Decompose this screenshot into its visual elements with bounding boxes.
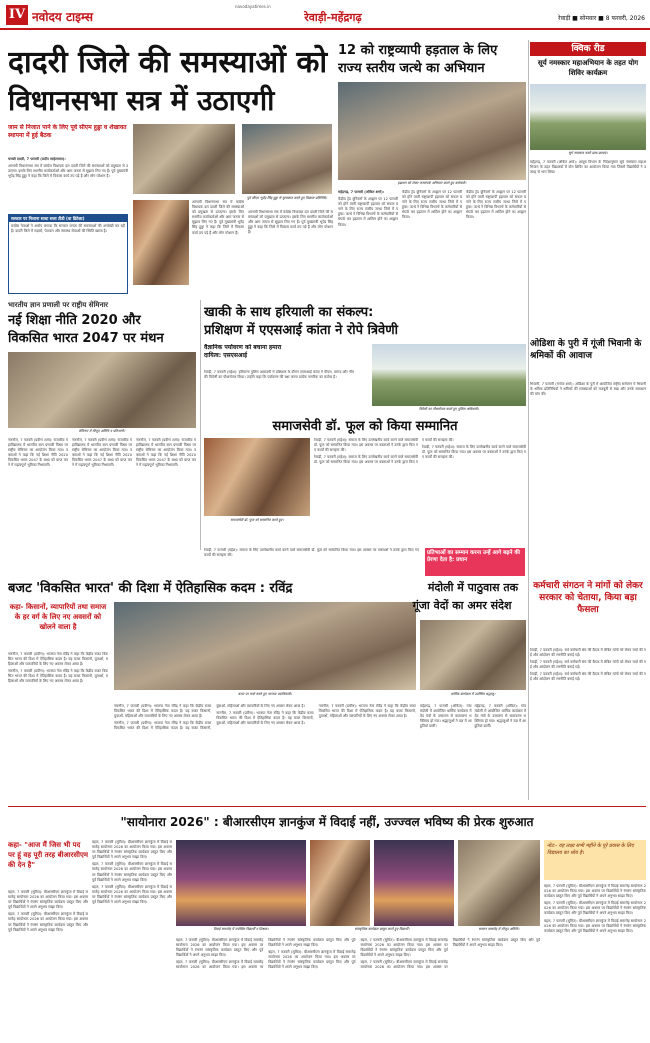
seminar-photo-caption: सेमिनार में मौजूद अतिथि व प्रतिभागी। xyxy=(78,429,126,433)
farewell-caption-2: सांस्कृतिक कार्यक्रम प्रस्तुत करते हुए विद्यार्थी। xyxy=(354,927,410,931)
temple-headline-line1: मंदोली में पाठुवास तक xyxy=(427,581,519,594)
green-headline-line1: खाकी के साथ हरियाली का संकल्प: xyxy=(204,305,374,320)
farewell-photo-1 xyxy=(176,840,306,926)
lead-box-title: सरकार पर निशाना साधा सत्ता टीडी (वा डिटेक्ट) xyxy=(9,215,127,222)
green-headline-line2: प्रशिक्षण में एएसआई कांता ने रोपे त्रिवेणी xyxy=(204,323,399,338)
temple-photo xyxy=(420,620,526,690)
farewell-quote: नोट:- यह लक्ष्य सभी महीने के पूरे प्रयास के लिए विद्यालय का ध्येय है। xyxy=(544,840,646,880)
honor-body: रेवाड़ी, 7 फरवरी (महेश): समाज के लिए उल्लेखनीय कार्य करने वाले समाजसेवी डॉ. फूल को सम्मानित किया गया। इस अवसर पर वक्ताओं ने उनके द्वारा किए गए कार्यों की सराहना की। रेवाड़ी, 7 फरवरी (महेश): समाज के लिए उल्लेखनीय कार्य करने वाले समाजसेवी डॉ. फूल को सम्मानित किया गया। इस अवसर पर वक्ताओं ने उनके द्वारा किए गए कार्यों की सराहना की। रेवाड़ी, 7 फरवरी (महेश): समाज के लिए उल्लेखनीय कार्य करने वाले समाजसेवी डॉ. फूल को सम्मानित किया गया। इस अवसर पर वक्ताओं ने उनके द्वारा किए गए कार्यों की सराहना की। xyxy=(314,438,526,465)
seminar-headline-line1: नई शिक्षा नीति 2020 और xyxy=(8,313,141,328)
farewell-photo-2 xyxy=(310,840,370,926)
honor-photo xyxy=(204,438,310,516)
seminar-headline-line2: विकसित भारत 2047 पर मंथन xyxy=(8,331,164,346)
workers-body: रेवाड़ी, 7 फरवरी (महेश): सर्व कर्मचारी संघ की बैठक में लंबित मांगों को लेकर चर्चा की गई और आंदोलन की रणनीति बनाई गई। रेवाड़ी, 7 फरवरी (महेश): सर्व कर्मचारी संघ की बैठक में लंबित मांगों को लेकर चर्चा की गई और आंदोलन की रणनीति बनाई गई। रेवाड़ी, 7 फरवरी (महेश): सर्व कर्मचारी संघ की बैठक में लंबित मांगों को लेकर चर्चा की गई और आंदोलन की रणनीति बनाई गई। xyxy=(530,648,646,682)
farewell-caption-3: सम्मान समारोह में मौजूद अतिथि। xyxy=(478,927,520,931)
strike-headline-line1: 12 को राष्ट्रव्यापी हड़ताल के लिए xyxy=(338,43,498,58)
edition-name: रेवाड़ी-महेंद्रगढ़ xyxy=(304,11,362,24)
paper-name: नवोदय टाइम्स xyxy=(32,10,94,24)
honor-body-bottom: रेवाड़ी, 7 फरवरी (महेश): समाज के लिए उल्लेखनीय कार्य करने वाले समाजसेवी डॉ. फूल को सम्मानित किया गया। इस अवसर पर वक्ताओं ने उनके द्वारा किए गए कार्यों की सराहना की। xyxy=(204,548,419,558)
green-photo-caption: त्रिवेणी का पौधारोपण करते हुए पुलिस अधिकारी। xyxy=(419,407,479,411)
strike-photo-caption: हड़ताल को लेकर जनसंपर्क अभियान करते हुए कर्मचारी। xyxy=(397,181,467,185)
strike-photo xyxy=(338,82,526,180)
lead-photo-caption: पूर्व सीएम भूपेंद्र सिंह हुड्डा से मुलाकात करते हुए विकास प्रतिनिधि। xyxy=(246,196,328,200)
budget-headline: बजट 'विकसित भारत' की दिशा में ऐतिहासिक कदम : रविंद्र xyxy=(8,581,293,596)
lead-box xyxy=(8,214,128,294)
quick-read-photo-caption: सूर्य नमस्कार करते छात्र-छात्राएं। xyxy=(568,151,608,155)
strike-body: महेंद्रगढ़, 7 फरवरी (अंकित शर्मा): केंद्रीय ट्रेड यूनियनों के आह्वान पर 12 फरवरी को होने वाली राष्ट्रव्यापी हड़ताल को सफल बनाने के लिए राज्य स्तरीय जत्था जिले में पहुंचा। जत्थे ने विभिन्न विभागों के कर्मचारियों से संपर्क कर हड़ताल में शामिल होने का आह्वान किया। केंद्रीय ट्रेड यूनियनों के आह्वान पर 12 फरवरी को होने वाली राष्ट्रव्यापी हड़ताल को सफल बनाने के लिए राज्य स्तरीय जत्था जिले में पहुंचा। जत्थे ने विभिन्न विभागों के कर्मचारियों से संपर्क कर हड़ताल में शामिल होने का आह्वान किया। केंद्रीय ट्रेड यूनियनों के आह्वान पर 12 फरवरी को होने वाली राष्ट्रव्यापी हड़ताल को सफल बनाने के लिए राज्य स्तरीय जत्था जिले में पहुंचा। जत्थे ने विभिन्न विभागों के कर्मचारियों से संपर्क कर हड़ताल में शामिल होने का आह्वान किया। xyxy=(338,190,526,227)
lead-headline-line2: विधानसभा सत्र में उठाएगी xyxy=(8,84,275,117)
odisha-headline: ओडिशा के पुरी में गूंजी भिवानी के श्रमिकों की आवाज xyxy=(530,339,642,361)
budget-subhead: कहा- किसानों, व्यापारियों तथा समाज के हर वर्ग के लिए नए अवसरों को खोलने वाला है xyxy=(9,603,107,631)
lead-box-body: कांग्रेस नेताओं ने आरोप लगाया कि सरकार जनता की समस्याओं की अनदेखी कर रही है। दादरी जिले में सड़कों, पेयजल और स्वास्थ्य सेवाओं की स्थिति खराब है। xyxy=(11,224,125,234)
farewell-body-cols: बहल, 7 फरवरी (सुमित): बीआरसीएम ज्ञानकुंज में विदाई समारोह सायोनारा 2026 का आयोजन किया गया। इस अवसर पर विद्यार्थियों ने रंगारंग सांस्कृतिक कार्यक्रम प्रस्तुत किए और पूर्व विद्यार्थियों ने अपने अनुभव साझा किए। बहल, 7 फरवरी (सुमित): बीआरसीएम ज्ञानकुंज में विदाई समारोह सायोनारा 2026 का आयोजन किया गया। इस अवसर पर विद्यार्थियों ने रंगारंग सांस्कृतिक कार्यक्रम प्रस्तुत किए और पूर्व विद्यार्थियों ने अपने अनुभव साझा किए। बहल, 7 फरवरी (सुमित): बीआरसीएम ज्ञानकुंज में विदाई समारोह सायोनारा 2026 का आयोजन किया गया। इस अवसर पर विद्यार्थियों ने रंगारंग सांस्कृतिक कार्यक्रम प्रस्तुत किए और पूर्व विद्यार्थियों ने अपने अनुभव साझा किए। बहल, 7 फरवरी (सुमित): बीआरसीएम ज्ञानकुंज में विदाई समारोह सायोनारा 2026 का आयोजन किया गया। इस अवसर पर विद्यार्थियों ने रंगारंग सांस्कृतिक कार्यक्रम प्रस्तुत किए और पूर्व विद्यार्थियों ने अपने अनुभव साझा किए। बहल, 7 फरवरी (सुमित): बीआरसीएम ज्ञानकुंज में विदाई समारोह सायोनारा 2026 का आयोजन किया गया। इस अवसर पर विद्यार्थियों ने रंगारंग सांस्कृतिक कार्यक्रम प्रस्तुत किए और पूर्व विद्यार्थियों ने अपने अनुभव साझा किए। xyxy=(176,938,540,970)
lead-body-col3: आगामी विधानसभा सत्र में कांग्रेस विधायक दल दादरी जिले की समस्याओं को प्रमुखता से उठाएगा। इसके लिए स्थानीय कार्यकर्ताओं और आम जनता से सुझाव लिए गए हैं। पूर्व मुख्यमंत्री भूपेंद्र सिंह हुड्डा ने कहा कि जिले में विकास कार्य ठप पड़े हैं और लोग परेशान हैं। xyxy=(248,210,333,235)
farewell-top-rule xyxy=(8,806,646,807)
farewell-body-right: बहल, 7 फरवरी (सुमित): बीआरसीएम ज्ञानकुंज में विदाई समारोह सायोनारा 2026 का आयोजन किया गया। इस अवसर पर विद्यार्थियों ने रंगारंग सांस्कृतिक कार्यक्रम प्रस्तुत किए और पूर्व विद्यार्थियों ने अपने अनुभव साझा किए। बहल, 7 फरवरी (सुमित): बीआरसीएम ज्ञानकुंज में विदाई समारोह सायोनारा 2026 का आयोजन किया गया। इस अवसर पर विद्यार्थियों ने रंगारंग सांस्कृतिक कार्यक्रम प्रस्तुत किए और पूर्व विद्यार्थियों ने अपने अनुभव साझा किए। बहल, 7 फरवरी (सुमित): बीआरसीएम ज्ञानकुंज में विदाई समारोह सायोनारा 2026 का आयोजन किया गया। इस अवसर पर विद्यार्थियों ने रंगारंग सांस्कृतिक कार्यक्रम प्रस्तुत किए और पूर्व विद्यार्थियों ने अपने अनुभव साझा किए। xyxy=(544,884,646,933)
seminar-photo xyxy=(8,352,196,428)
farewell-photo-3 xyxy=(374,840,454,926)
dateline: रेवाड़ी ■ सोमवार ■ 8 फरवरी, 2026 xyxy=(558,15,645,22)
strike-headline-line2: राज्य स्तरीय जत्थे का अभियान xyxy=(338,61,485,76)
farewell-photo-4 xyxy=(458,840,540,926)
odisha-body: भिवानी, 7 फरवरी (मनोज शर्मा): ओडिशा के पुरी में आयोजित राष्ट्रीय सम्मेलन में भिवानी के श्रमिक प्रतिनिधियों ने श्रमिकों की समस्याओं को मजबूती से रखा और उनके समाधान की मांग की। xyxy=(530,382,646,397)
quick-read-body: महेंद्रगढ़, 7 फरवरी (अंकित शर्मा): आयुष विभाग के निर्देशानुसार सूर्य नमस्कार महाअभियान के तहत विद्यालयों में योग शिविर का आयोजन किया गया जिसमें विद्यार्थियों ने उत्साह से भाग लिया। xyxy=(530,160,646,175)
lead-subhead: जाम से निजात पाने के लिए पूर्व सीएम हुड्डा व शेखावत स्थापना में हुई बैठक xyxy=(8,124,127,139)
temple-headline-line2: गूंजा वेदों का अमर संदेश xyxy=(412,599,512,612)
budget-photo xyxy=(114,602,416,690)
temple-body: महेंद्रगढ़, 7 फरवरी (अंकित): गांव मंदोली में आयोजित धार्मिक कार्यक्रम में वेद मंत्रों के उच्चारण से वातावरण भक्तिमय हो गया। श्रद्धालुओं ने यज्ञ में आहुतियां डालीं। महेंद्रगढ़, 7 फरवरी (अंकित): गांव मंदोली में आयोजित धार्मिक कार्यक्रम में वेद मंत्रों के उच्चारण से वातावरण भक्तिमय हो गया। श्रद्धालुओं ने यज्ञ में आहुतियां डालीं। xyxy=(420,704,526,729)
lead-photo-1 xyxy=(133,124,235,194)
budget-photo-caption: बजट पर चर्चा करते हुए भाजपा पदाधिकारी। xyxy=(238,692,292,696)
farewell-caption-1: विदाई समारोह में उपस्थित विद्यार्थी व शिक्षक। xyxy=(213,927,269,931)
masthead xyxy=(0,0,650,30)
farewell-headline: "सायोनारा 2026" : बीआरसीएम ज्ञानकुंज में विदाई नहीं, उज्ज्वल भविष्य की प्रेरक शुरुआत xyxy=(120,815,534,829)
farewell-body-left: बहल, 7 फरवरी (सुमित): बीआरसीएम ज्ञानकुंज में विदाई समारोह सायोनारा 2026 का आयोजन किया गया। इस अवसर पर विद्यार्थियों ने रंगारंग सांस्कृतिक कार्यक्रम प्रस्तुत किए और पूर्व विद्यार्थियों ने अपने अनुभव साझा किए। बहल, 7 फरवरी (सुमित): बीआरसीएम ज्ञानकुंज में विदाई समारोह सायोनारा 2026 का आयोजन किया गया। इस अवसर पर विद्यार्थियों ने रंगारंग सांस्कृतिक कार्यक्रम प्रस्तुत किए और पूर्व विद्यार्थियों ने अपने अनुभव साझा किए। xyxy=(8,890,88,932)
lead-photo-3 xyxy=(242,124,332,194)
lead-body: चरखी दादरी, 7 फरवरी (प्रदीप साहेलावत): आगामी विधानसभा सत्र में कांग्रेस विधायक दल दादरी जिले की समस्याओं को प्रमुखता से उठाएगा। इसके लिए स्थानीय कार्यकर्ताओं और आम जनता से सुझाव लिए गए हैं। पूर्व मुख्यमंत्री भूपेंद्र सिंह हुड्डा ने कहा कि जिले में विकास कार्य ठप पड़े हैं और लोग परेशान हैं। xyxy=(8,157,128,179)
temple-photo-caption: धार्मिक कार्यक्रम में उपस्थित श्रद्धालु। xyxy=(450,692,496,696)
honor-headline: समाजसेवी डॉ. फूल को किया सम्मानित xyxy=(272,419,458,434)
quick-read-tag: क्विक रीड xyxy=(530,42,646,56)
farewell-body-col2: बहल, 7 फरवरी (सुमित): बीआरसीएम ज्ञानकुंज में विदाई समारोह सायोनारा 2026 का आयोजन किया गया। इस अवसर पर विद्यार्थियों ने रंगारंग सांस्कृतिक कार्यक्रम प्रस्तुत किए और पूर्व विद्यार्थियों ने अपने अनुभव साझा किए। बहल, 7 फरवरी (सुमित): बीआरसीएम ज्ञानकुंज में विदाई समारोह सायोनारा 2026 का आयोजन किया गया। इस अवसर पर विद्यार्थियों ने रंगारंग सांस्कृतिक कार्यक्रम प्रस्तुत किए और पूर्व विद्यार्थियों ने अपने अनुभव साझा किए। बहल, 7 फरवरी (सुमित): बीआरसीएम ज्ञानकुंज में विदाई समारोह सायोनारा 2026 का आयोजन किया गया। इस अवसर पर विद्यार्थियों ने रंगारंग सांस्कृतिक कार्यक्रम प्रस्तुत किए और पूर्व विद्यार्थियों ने अपने अनुभव साझा किए। xyxy=(92,840,172,905)
honor-photo-caption: समाजसेवी डॉ. फूल को सम्मानित करते हुए। xyxy=(230,518,284,522)
farewell-subhead: कहा- "आज मैं जिस भी पद पर हूं वह पूरी तरह बीआरसीएम की देन है" xyxy=(8,841,88,869)
website: navodayatimes.in xyxy=(235,4,271,9)
quick-read-headline: सूर्य नमस्कार महाअभियान के तहत योग शिविर कार्यक्रम xyxy=(537,59,639,77)
column-rule xyxy=(528,40,529,800)
workers-headline: कर्मचारी संगठन ने मांगों को लेकर सरकार को चेताया, किया बड़ा फैसला xyxy=(533,581,643,615)
budget-body-cols: नारनौल, 7 फरवरी (प्रवीण): भाजपा नेता रविंद्र ने कहा कि केंद्रीय बजट विकसित भारत की दिशा में ऐतिहासिक कदम है। यह बजट किसानों, युवाओं, महिलाओं और व्यापारियों के लिए नए अवसर लेकर आया है। नारनौल, 7 फरवरी (प्रवीण): भाजपा नेता रविंद्र ने कहा कि केंद्रीय बजट विकसित भारत की दिशा में ऐतिहासिक कदम है। यह बजट किसानों, युवाओं, महिलाओं और व्यापारियों के लिए नए अवसर लेकर आया है। नारनौल, 7 फरवरी (प्रवीण): भाजपा नेता रविंद्र ने कहा कि केंद्रीय बजट विकसित भारत की दिशा में ऐतिहासिक कदम है। यह बजट किसानों, युवाओं, महिलाओं और व्यापारियों के लिए नए अवसर लेकर आया है। नारनौल, 7 फरवरी (प्रवीण): भाजपा नेता रविंद्र ने कहा कि केंद्रीय बजट विकसित भारत की दिशा में ऐतिहासिक कदम है। यह बजट किसानों, युवाओं, महिलाओं और व्यापारियों के लिए नए अवसर लेकर आया है। xyxy=(114,704,416,731)
seminar-kicker: भारतीय ज्ञान प्रणाली पर राष्ट्रीय सेमिनार xyxy=(8,301,109,309)
budget-body: नारनौल, 7 फरवरी (प्रवीण): भाजपा नेता रविंद्र ने कहा कि केंद्रीय बजट विकसित भारत की दिशा में ऐतिहासिक कदम है। यह बजट किसानों, युवाओं, महिलाओं और व्यापारियों के लिए नए अवसर लेकर आया है। नारनौल, 7 फरवरी (प्रवीण): भाजपा नेता रविंद्र ने कहा कि केंद्रीय बजट विकसित भारत की दिशा में ऐतिहासिक कदम है। यह बजट किसानों, युवाओं, महिलाओं और व्यापारियों के लिए नए अवसर लेकर आया है। xyxy=(8,652,108,684)
green-photo xyxy=(372,344,526,406)
page-number: IV xyxy=(6,5,28,25)
lead-body-col2: आगामी विधानसभा सत्र में कांग्रेस विधायक दल दादरी जिले की समस्याओं को प्रमुखता से उठाएगा। इसके लिए स्थानीय कार्यकर्ताओं और आम जनता से सुझाव लिए गए हैं। पूर्व मुख्यमंत्री भूपेंद्र सिंह हुड्डा ने कहा कि जिले में विकास कार्य ठप पड़े हैं और लोग परेशान हैं। xyxy=(192,200,244,235)
green-subhead: वैज्ञानिक पर्यावरण को बचाना हमारा दायित्व: एसएसआई xyxy=(204,344,282,359)
lead-headline-line1: दादरी जिले की समस्याओं को xyxy=(8,45,328,80)
quick-read-photo xyxy=(530,84,646,150)
seminar-body: नारनौल, 7 फरवरी (प्रवीण शर्मा): राजकीय महाविद्यालय में भारतीय ज्ञान प्रणाली विषय पर राष्ट्रीय सेमिनार का आयोजन किया गया। वक्ताओं ने कहा कि नई शिक्षा नीति 2020 विकसित भारत 2047 के लक्ष्य को प्राप्त करने में महत्वपूर्ण भूमिका निभाएगी। नारनौल, 7 फरवरी (प्रवीण शर्मा): राजकीय महाविद्यालय में भारतीय ज्ञान प्रणाली विषय पर राष्ट्रीय सेमिनार का आयोजन किया गया। वक्ताओं ने कहा कि नई शिक्षा नीति 2020 विकसित भारत 2047 के लक्ष्य को प्राप्त करने में महत्वपूर्ण भूमिका निभाएगी। नारनौल, 7 फरवरी (प्रवीण शर्मा): राजकीय महाविद्यालय में भारतीय ज्ञान प्रणाली विषय पर राष्ट्रीय सेमिनार का आयोजन किया गया। वक्ताओं ने कहा कि नई शिक्षा नीति 2020 विकसित भारत 2047 के लक्ष्य को प्राप्त करने में महत्वपूर्ण भूमिका निभाएगी। xyxy=(8,438,196,468)
lead-photo-2 xyxy=(133,200,189,285)
honor-quote: प्रतिभाओं का सम्मान करना उन्हें आगे बढ़ने की प्रेरणा देता है: प्रधान xyxy=(425,548,525,576)
green-body: रेवाड़ी, 7 फरवरी (महेश): हरियाणा पुलिस अकादमी में प्रशिक्षण के दौरान एएसआई कांता ने पीपल, बरगद और नीम की त्रिवेणी का पौधारोपण किया। उन्होंने कहा कि पर्यावरण की रक्षा करना प्रत्येक नागरिक का कर्तव्य है। xyxy=(204,370,354,380)
column-rule xyxy=(200,300,201,550)
